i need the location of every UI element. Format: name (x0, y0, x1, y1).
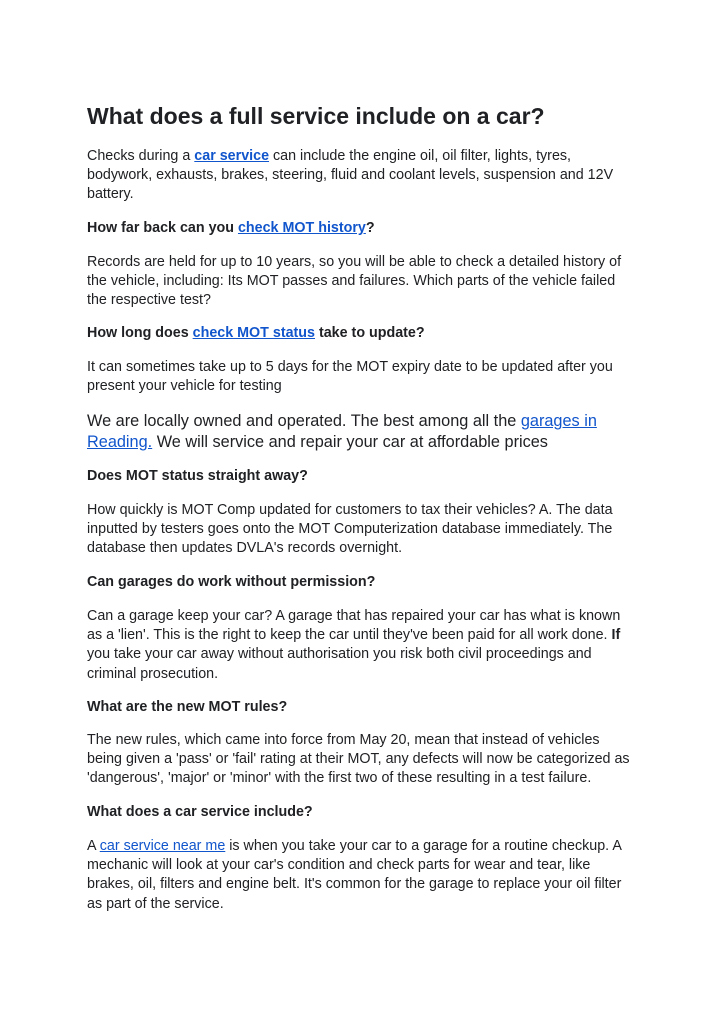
paragraph-records: Records are held for up to 10 years, so you will be able to check a detailed history of the vehicle, including: Its MOT passes and failures. Which parts of the vehicle failed the respective test? (87, 254, 622, 309)
paragraph-expiry-date: It can sometimes take up to 5 days for the MOT expiry date to be updated after you present your vehicle for testing (87, 359, 613, 395)
question-car-service-include: What does a car service include? (87, 804, 313, 820)
link-car-service-near-me[interactable]: car service near me (99, 838, 226, 854)
question-mot-history: How far back can you check MOT history? (87, 220, 375, 236)
question-mot-status-update: How long does check MOT status take to update? (87, 325, 425, 341)
question-mot-status-straight: Does MOT status straight away? (87, 468, 308, 484)
paragraph-new-rules: The new rules, which came into force from May 20, mean that instead of vehicles being given a 'pass' or 'fail' rating at their MOT, any defects will now be categorized as 'dangerous', 'major' or 'minor' with the first two of these resulting in a test failure. (87, 732, 630, 787)
paragraph-checks: Checks during a car service can include the engine oil, oil filter, lights, tyres, bodywork, exhausts, brakes, steering, fluid and coolant levels, suspension and 12V battery. (87, 148, 614, 203)
page-title: What does a full service include on a car? (87, 103, 545, 129)
paragraph-car-service: A car service near me is when you take your car to a garage for a routine checkup. A mechanic will look at your car's condition and check parts for wear and tear, like brakes, oil, filters and engine belt. It's common for the garage to replace your oil filter as part of the service. (87, 838, 622, 912)
link-car-service[interactable]: car service (194, 148, 270, 164)
paragraph-mot-comp: How quickly is MOT Comp updated for customers to tax their vehicles? A. The data inputted by testers goes onto the MOT Computerization database immediately. The database then updates DVLA's records overnight. (87, 502, 613, 557)
link-check-mot-status[interactable]: check MOT status (192, 325, 315, 341)
paragraph-garage-lien: Can a garage keep your car? A garage that has repaired your car has what is known as a 'lien'. This is the right to keep the car until they've been paid for all work done. If you take your car away without authorisation you risk both civil proceedings and criminal prosecution. (87, 608, 621, 682)
question-new-mot-rules: What are the new MOT rules? (87, 699, 288, 715)
link-check-mot-history[interactable]: check MOT history (237, 220, 366, 236)
link-garages-in-reading[interactable]: garages in Reading. (87, 412, 597, 451)
question-garages-permission: Can garages do work without permission? (87, 574, 376, 590)
promo-paragraph: We are locally owned and operated. The best among all the garages in Reading. We will service and repair your car at affordable prices (87, 412, 597, 451)
